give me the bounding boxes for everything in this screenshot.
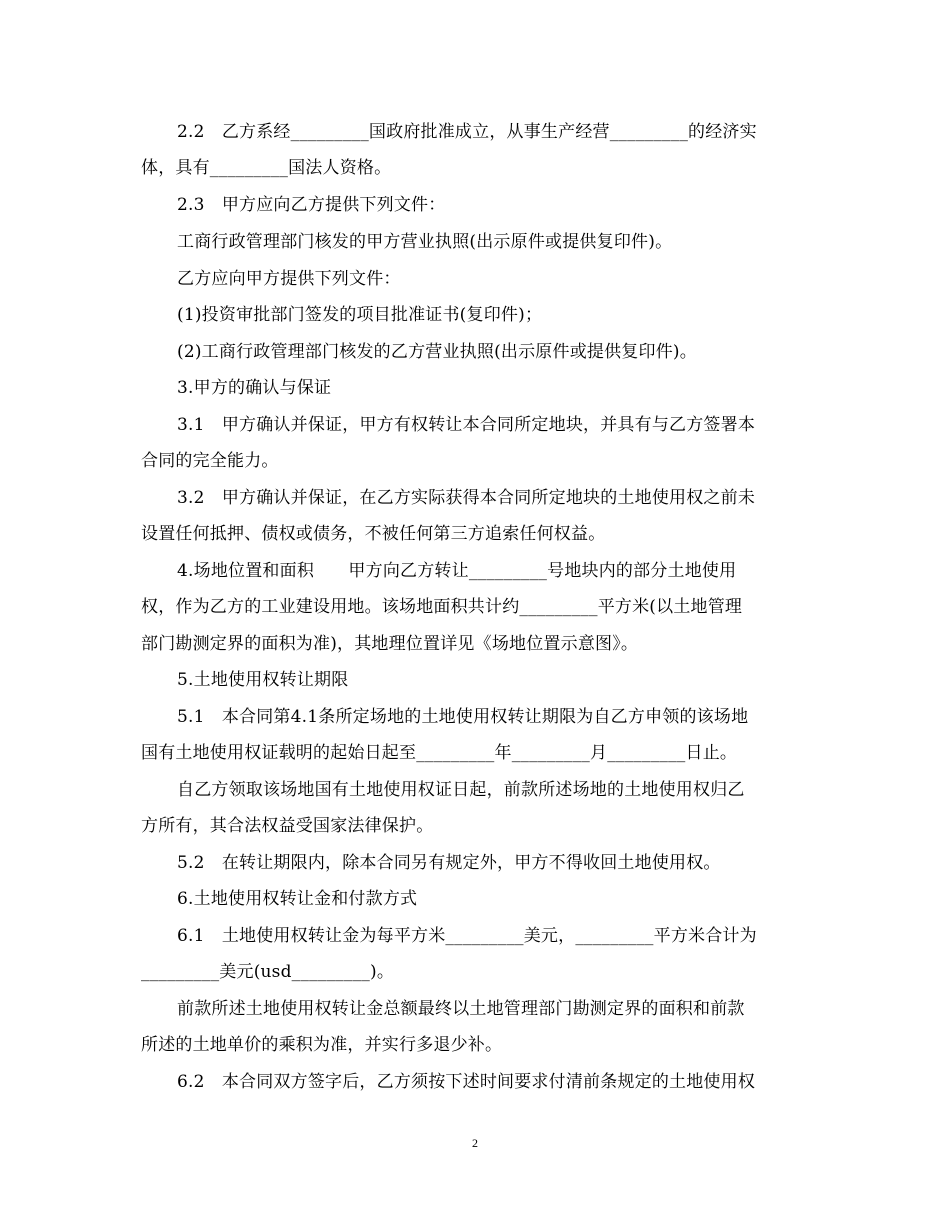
page-number: 2 bbox=[472, 1136, 478, 1150]
section-4-line-3: 部门勘测定界的面积为准)，其地理位置详见《场地位置示意图》。 bbox=[141, 634, 639, 654]
clause-6-2-line-1: 6.2 本合同双方签字后，乙方须按下述时间要求付清前条规定的土地使用权 bbox=[177, 1072, 756, 1092]
section-4-line-2: 权，作为乙方的工业建设用地。该场地面积共计约_________平方米(以土地管理 bbox=[141, 597, 743, 617]
party-a-document-item: 工商行政管理部门核发的甲方营业执照(出示原件或提供复印件)。 bbox=[177, 232, 673, 252]
clause-2-2-line-2: 体，具有_________国法人资格。 bbox=[141, 158, 392, 178]
section-5-heading: 5.土地使用权转让期限 bbox=[177, 670, 349, 690]
party-b-document-item-2: (2)工商行政管理部门核发的乙方营业执照(出示原件或提供复印件)。 bbox=[177, 342, 697, 362]
section-3-heading: 3.甲方的确认与保证 bbox=[177, 378, 332, 398]
clause-3-1-line-2: 合同的完全能力。 bbox=[141, 451, 279, 471]
clause-6-1-line-1: 6.1 土地使用权转让金为每平方米_________美元，_________平方米合计为 bbox=[177, 926, 757, 946]
clause-5-1-para-2-line-1: 自乙方领取该场地国有土地使用权证日起，前款所述场地的土地使用权归乙 bbox=[177, 780, 745, 800]
clause-5-1-para-2-line-2: 方所有，其合法权益受国家法律保护。 bbox=[141, 816, 434, 836]
party-b-documents-intro: 乙方应向甲方提供下列文件： bbox=[177, 269, 401, 289]
clause-5-2: 5.2 在转让期限内，除本合同另有规定外，甲方不得收回土地使用权。 bbox=[177, 853, 721, 873]
clause-3-2-line-2: 设置任何抵押、债权或债务，不被任何第三方追索任何权益。 bbox=[141, 524, 606, 544]
clause-3-1-line-1: 3.1 甲方确认并保证，甲方有权转让本合同所定地块，并具有与乙方签署本 bbox=[177, 415, 756, 435]
clause-5-1-line-2: 国有土地使用权证载明的起始日起至_________年_________月_________日止。 bbox=[141, 743, 738, 763]
clause-2-2-line-1: 2.2 乙方系经_________国政府批准成立，从事生产经营_________的经济实 bbox=[177, 122, 757, 142]
party-b-document-item-1: (1)投资审批部门签发的项目批准证书(复印件)； bbox=[177, 305, 543, 325]
clause-2-3-heading: 2.3 甲方应向乙方提供下列文件： bbox=[177, 195, 446, 215]
clause-6-1-para-2-line-2: 所述的土地单价的乘积为准，并实行多退少补。 bbox=[141, 1035, 503, 1055]
section-6-heading: 6.土地使用权转让金和付款方式 bbox=[177, 889, 418, 909]
clause-3-2-line-1: 3.2 甲方确认并保证，在乙方实际获得本合同所定地块的土地使用权之前未 bbox=[177, 488, 756, 508]
clause-6-1-para-2-line-1: 前款所述土地使用权转让金总额最终以土地管理部门勘测定界的面积和前款 bbox=[177, 999, 745, 1019]
clause-5-1-line-1: 5.1 本合同第4.1条所定场地的土地使用权转让期限为自乙方申领的该场地 bbox=[177, 707, 749, 727]
section-4-line-1: 4.场地位置和面积 甲方向乙方转让_________号地块内的部分土地使用 bbox=[177, 561, 737, 581]
clause-6-1-line-2: _________美元(usd_________)。 bbox=[141, 962, 395, 982]
